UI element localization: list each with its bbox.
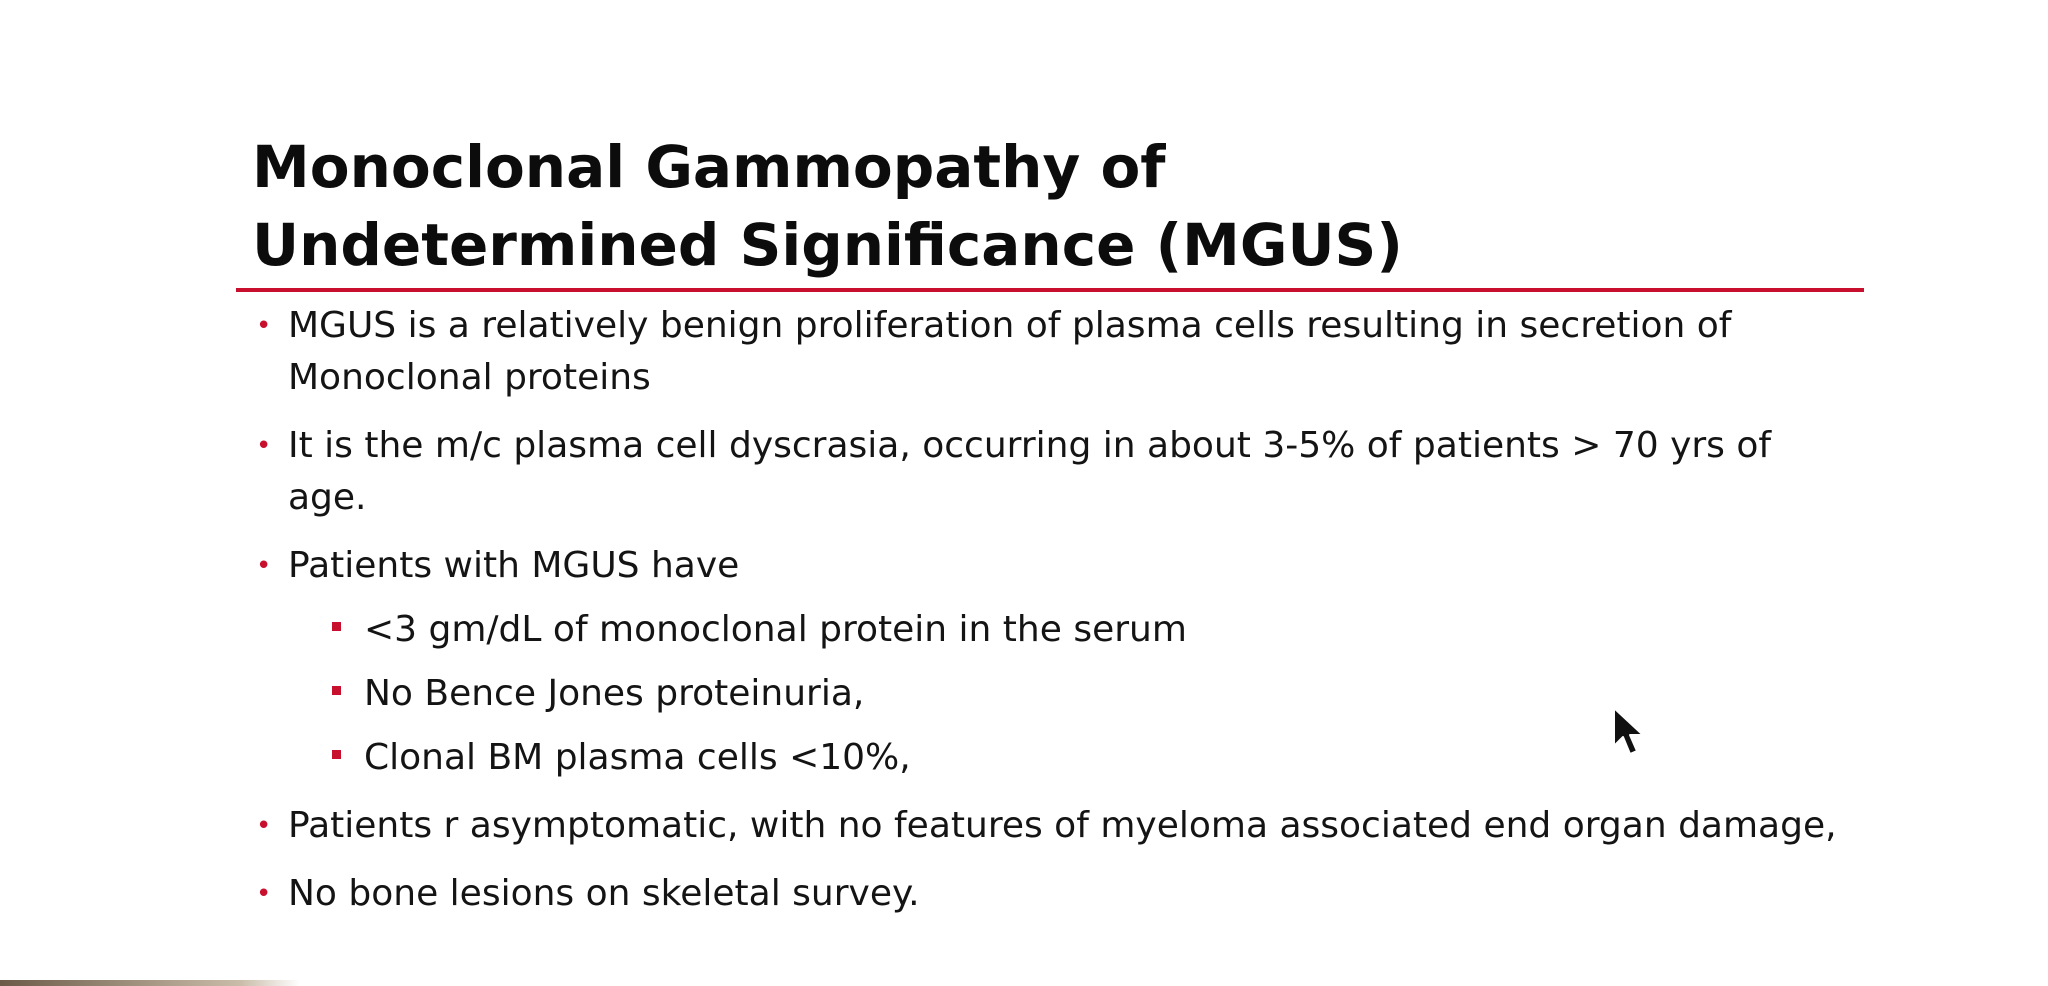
bullet-item	[256, 300, 1956, 404]
sub-bullet-item	[256, 604, 1956, 656]
bullet-dot-icon: •	[256, 811, 272, 841]
bullet-list	[256, 300, 1956, 920]
sub-bullet-item	[256, 668, 1956, 720]
sub-bullet-item	[256, 732, 1956, 784]
bullet-item	[256, 868, 1956, 920]
slide-title-line-1: Monoclonal Gammopathy of	[252, 133, 1166, 201]
bullet-dot-icon: •	[256, 431, 272, 461]
bullet-dot-icon: •	[256, 879, 272, 909]
bullet-line: Patients r asymptomatic, with no features of myeloma associated end organ damage,	[288, 805, 1837, 846]
bullet-line: age.	[288, 477, 367, 518]
bullet-item	[256, 540, 1956, 592]
square-bullet-icon	[332, 686, 341, 695]
bullet-line: Patients with MGUS have	[288, 545, 740, 586]
sub-bullet-text: Clonal BM plasma cells <10%,	[364, 737, 911, 778]
bullet-line: MGUS is a relatively benign proliferation of plasma cells resulting in secretion of	[288, 305, 1732, 346]
bullet-item	[256, 420, 1956, 524]
bullet-line: It is the m/c plasma cell dyscrasia, occurring in about 3-5% of patients > 70 yrs of	[288, 425, 1772, 466]
bottom-edge-bar	[0, 980, 300, 986]
square-bullet-icon	[332, 622, 341, 631]
bullet-dot-icon: •	[256, 311, 272, 341]
bullet-dot-icon: •	[256, 551, 272, 581]
title-divider	[236, 288, 1864, 292]
slide-title	[252, 128, 1852, 284]
square-bullet-icon	[332, 750, 341, 759]
slide-title-line-2: Undetermined Significance (MGUS)	[252, 211, 1403, 279]
sub-bullet-text: No Bence Jones proteinuria,	[364, 673, 865, 714]
bullet-line: Monoclonal proteins	[288, 357, 651, 398]
mouse-pointer-icon	[1612, 706, 1646, 758]
bullet-line: No bone lesions on skeletal survey.	[288, 873, 920, 914]
sub-bullet-text: <3 gm/dL of monoclonal protein in the serum	[364, 609, 1187, 650]
bullet-item	[256, 800, 1956, 852]
